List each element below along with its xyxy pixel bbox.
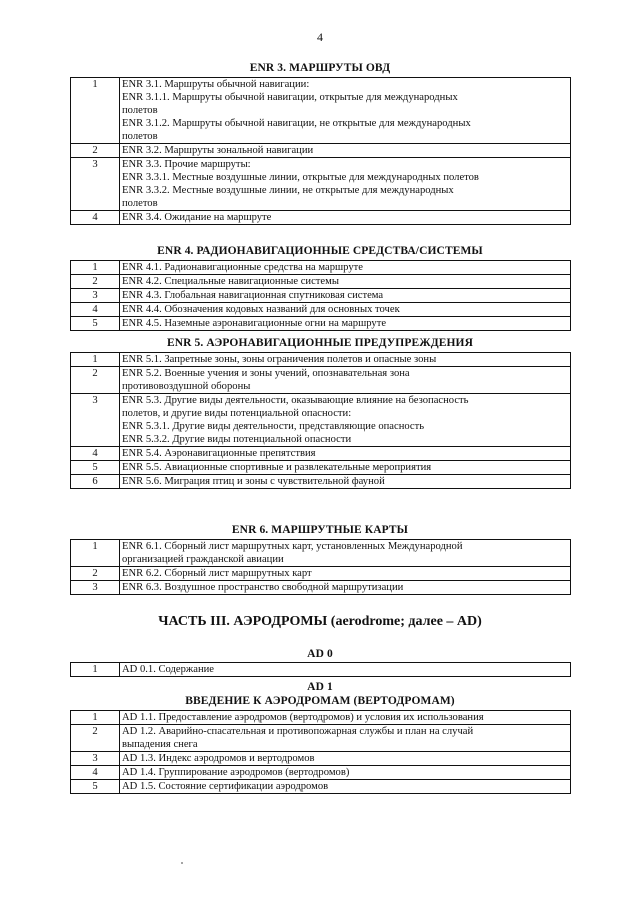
row-text-line: ENR 3.1.2. Маршруты обычной навигации, не открытые для международных	[122, 118, 471, 129]
table-row	[71, 78, 571, 144]
table-row	[71, 567, 571, 581]
row-text	[120, 567, 571, 581]
table-enr5	[70, 352, 571, 489]
table-row	[71, 144, 571, 158]
section-title-enr4: ENR 4. РАДИОНАВИГАЦИОННЫЕ СРЕДСТВА/СИСТЕМЫ	[157, 245, 483, 257]
row-number: 2	[71, 144, 120, 158]
table-row	[71, 158, 571, 211]
row-text	[120, 766, 571, 780]
table-row	[71, 211, 571, 225]
row-text	[120, 725, 571, 752]
row-text	[120, 303, 571, 317]
row-text	[120, 711, 571, 725]
row-text	[120, 581, 571, 595]
row-text	[120, 144, 571, 158]
row-text-line: полетов	[122, 131, 158, 142]
row-text-line: AD 1.4. Группирование аэродромов (вертодромов)	[122, 767, 350, 778]
row-text	[120, 289, 571, 303]
row-text-line: выпадения снега	[122, 739, 198, 750]
table-row	[71, 317, 571, 331]
row-text-line: ENR 5.3.2. Другие виды потенциальной опасности	[122, 434, 352, 445]
row-text-line: ENR 5.4. Аэронавигационные препятствия	[122, 448, 316, 459]
table-row	[71, 475, 571, 489]
row-text	[120, 663, 571, 677]
row-text-line: ENR 3.3. Прочие маршруты:	[122, 159, 251, 170]
row-number: 1	[71, 261, 120, 275]
row-text-line: ENR 3.3.1. Местные воздушные линии, открытые для международных полетов	[122, 172, 479, 183]
row-number: 4	[71, 766, 120, 780]
table-row	[71, 663, 571, 677]
scan-mark	[181, 862, 183, 864]
row-text	[120, 394, 571, 447]
row-number: 1	[71, 353, 120, 367]
row-number: 3	[71, 581, 120, 595]
table-row	[71, 275, 571, 289]
row-text	[120, 367, 571, 394]
row-number: 2	[71, 567, 120, 581]
row-number: 4	[71, 303, 120, 317]
table-row	[71, 367, 571, 394]
row-text-line: ENR 5.3.1. Другие виды деятельности, представляющие опасность	[122, 421, 425, 432]
row-text-line: полетов, и другие виды потенциальной опасности:	[122, 408, 352, 419]
row-text-line: ENR 4.1. Радионавигационные средства на маршруте	[122, 262, 363, 273]
table-row	[71, 447, 571, 461]
row-text-line: AD 1.3. Индекс аэродромов и вертодромов	[122, 753, 315, 764]
table-row	[71, 394, 571, 447]
row-text-line: ENR 3.4. Ожидание на маршруте	[122, 212, 272, 223]
row-text	[120, 447, 571, 461]
table-row	[71, 289, 571, 303]
section-title-ad1: AD 1	[307, 681, 333, 693]
row-text	[120, 780, 571, 794]
row-text-line: ENR 4.2. Специальные навигационные системы	[122, 276, 339, 287]
row-text-line: AD 1.2. Аварийно-спасательная и противопожарная службы и план на случай	[122, 726, 474, 737]
table-row	[71, 581, 571, 595]
row-number: 1	[71, 78, 120, 144]
table-row	[71, 461, 571, 475]
row-text-line: ENR 3.3.2. Местные воздушные линии, не открытые для международных	[122, 185, 454, 196]
table-row	[71, 766, 571, 780]
row-text-line: полетов	[122, 105, 158, 116]
part-title: ЧАСТЬ III. АЭРОДРОМЫ (aerodrome; далее – AD)	[158, 614, 482, 629]
row-text	[120, 317, 571, 331]
row-text-line: ENR 4.4. Обозначения кодовых названий для основных точек	[122, 304, 400, 315]
row-number: 3	[71, 394, 120, 447]
row-number: 2	[71, 275, 120, 289]
row-text-line: AD 1.5. Состояние сертификации аэродромов	[122, 781, 329, 792]
row-text-line: ENR 5.1. Запретные зоны, зоны ограничения полетов и опасные зоны	[122, 354, 437, 365]
row-text	[120, 752, 571, 766]
row-text	[120, 78, 571, 144]
row-text	[120, 158, 571, 211]
table-row	[71, 353, 571, 367]
table-row	[71, 261, 571, 275]
row-number: 1	[71, 540, 120, 567]
row-text-line: ENR 5.5. Авиационные спортивные и развлекательные мероприятия	[122, 462, 432, 473]
row-text	[120, 261, 571, 275]
row-text-line: AD 0.1. Содержание	[122, 664, 214, 675]
table-ad1	[70, 710, 571, 794]
row-text-line: противовоздушной обороны	[122, 381, 251, 392]
page-number: 4	[317, 30, 323, 44]
row-number: 1	[71, 711, 120, 725]
row-text-line: ENR 4.5. Наземные аэронавигационные огни на маршруте	[122, 318, 387, 329]
row-number: 2	[71, 725, 120, 752]
row-text-line: ENR 5.2. Военные учения и зоны учений, опознавательная зона	[122, 368, 410, 379]
table-enr6	[70, 539, 571, 595]
row-number: 3	[71, 158, 120, 211]
row-text	[120, 461, 571, 475]
row-text-line: ENR 3.1. Маршруты обычной навигации:	[122, 79, 310, 90]
row-text-line: ENR 6.2. Сборный лист маршрутных карт	[122, 568, 312, 579]
row-number: 5	[71, 461, 120, 475]
row-text	[120, 540, 571, 567]
row-text-line: организацией гражданской авиации	[122, 554, 284, 565]
row-text	[120, 211, 571, 225]
table-row	[71, 725, 571, 752]
row-text-line: AD 1.1. Предоставление аэродромов (вертодромов) и условия их использования	[122, 712, 484, 723]
section-title-enr3: ENR 3. МАРШРУТЫ ОВД	[249, 62, 391, 74]
row-number: 3	[71, 289, 120, 303]
table-row	[71, 540, 571, 567]
section-subtitle-ad1: ВВЕДЕНИЕ К АЭРОДРОМАМ (ВЕРТОДРОМАМ)	[185, 695, 455, 707]
row-text	[120, 275, 571, 289]
row-number: 2	[71, 367, 120, 394]
table-row	[71, 711, 571, 725]
table-enr3	[70, 77, 571, 225]
row-number: 1	[71, 663, 120, 677]
section-title-ad0: AD 0	[307, 648, 333, 660]
row-text-line: полетов	[122, 198, 158, 209]
section-title-enr5: ENR 5. АЭРОНАВИГАЦИОННЫЕ ПРЕДУПРЕЖДЕНИЯ	[167, 337, 473, 349]
row-number: 4	[71, 447, 120, 461]
row-number: 5	[71, 317, 120, 331]
row-text-line: ENR 5.3. Другие виды деятельности, оказывающие влияние на безопасность	[122, 395, 469, 406]
row-text	[120, 353, 571, 367]
row-text-line: ENR 5.6. Миграция птиц и зоны с чувствительной фауной	[122, 476, 385, 487]
row-text-line: ENR 6.3. Воздушное пространство свободной маршрутизации	[122, 582, 404, 593]
section-title-enr6: ENR 6. МАРШРУТНЫЕ КАРТЫ	[231, 524, 409, 536]
row-number: 4	[71, 211, 120, 225]
table-row	[71, 780, 571, 794]
row-number: 3	[71, 752, 120, 766]
row-text-line: ENR 3.2. Маршруты зональной навигации	[122, 145, 314, 156]
row-text-line: ENR 6.1. Сборный лист маршрутных карт, установленных Международной	[122, 541, 463, 552]
table-ad0	[70, 662, 571, 677]
row-text-line: ENR 3.1.1. Маршруты обычной навигации, открытые для международных	[122, 92, 458, 103]
row-text	[120, 475, 571, 489]
row-number: 6	[71, 475, 120, 489]
row-number: 5	[71, 780, 120, 794]
table-enr4	[70, 260, 571, 331]
table-row	[71, 303, 571, 317]
table-row	[71, 752, 571, 766]
row-text-line: ENR 4.3. Глобальная навигационная спутниковая система	[122, 290, 384, 301]
